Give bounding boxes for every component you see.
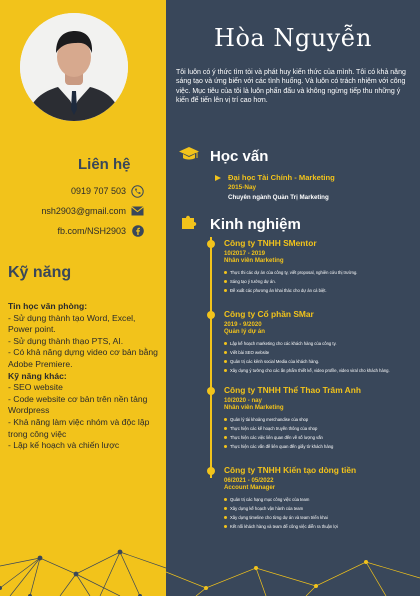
timeline-dot (207, 467, 215, 475)
task-item: Quản trị các hạng mục công việc của team (224, 495, 414, 504)
task-item: Quản lý tài khoảng merchandise của shop (224, 415, 414, 424)
task-item: Xây dựng ý tưởng cho các ấn phẩm thiết kế, video profile, video viral cho khách hàng. (224, 366, 414, 375)
network-decoration (0, 496, 166, 596)
task-item: Thực hiện các vấn đề liên quan đến giấy tờ khách hàng (224, 442, 414, 451)
profile-photo (20, 13, 128, 121)
skill-item: - Sử dụng thành tạo Word, Excel, Power point. (8, 312, 136, 335)
facebook-link: fb.com/NSH2903 (57, 226, 126, 236)
task-item: Thực hiện các kế hoạch truyền thông của shop (224, 424, 414, 433)
puzzle-icon (180, 212, 198, 230)
education-title: Học vấn (210, 148, 269, 165)
job-role: Nhân viên Marketing (224, 404, 284, 411)
job-entry (224, 465, 414, 531)
left-panel (0, 0, 166, 596)
job-entry (224, 309, 414, 375)
job-period: 10/2017 - 2019 (224, 250, 265, 257)
timeline-dot (207, 387, 215, 395)
task-item: Xây dựng kế hoạch vận hành của team (224, 504, 414, 513)
task-item: Đề xuất các phương án khai thác cho dự án cá biệt. (224, 286, 414, 295)
contact-title: Liên hệ (78, 156, 131, 173)
job-tasks (224, 495, 414, 531)
job-tasks (224, 415, 414, 451)
job-period: 2019 - 9/2020 (224, 321, 262, 328)
skill-item: - Lập kế hoạch và chiến lược (8, 440, 120, 451)
job-entry (224, 385, 414, 451)
contact-email-row[interactable] (41, 204, 144, 218)
timeline-dot (207, 240, 215, 248)
facebook-icon (131, 225, 144, 238)
phone-number: 0919 707 503 (70, 186, 126, 196)
candidate-name: Hòa Nguyễn (214, 24, 372, 52)
email-address: nsh2903@gmail.com (41, 206, 126, 216)
task-item: Lập kế hoạch marketing cho các khách hàng của công ty. (224, 339, 414, 348)
job-period: 10/2020 - nay (224, 397, 262, 404)
skill-item: - Có khả năng dựng video cơ bản bằng Adobe Premiere. (8, 347, 158, 369)
experience-title: Kinh nghiệm (210, 216, 301, 233)
skills-list (8, 301, 160, 452)
skills-title: Kỹ năng (8, 264, 72, 281)
job-role: Nhân viên Marketing (224, 257, 284, 264)
job-tasks (224, 339, 414, 375)
avatar (20, 13, 128, 121)
job-period: 06/2021 - 05/2022 (224, 477, 274, 484)
skill-item: - Sử dụng thành thạo PTS, AI. (8, 335, 124, 346)
skill-item: - SEO website (8, 382, 63, 393)
arrow-icon (214, 174, 222, 182)
task-item: Quản trị các kênh social Media của khách hàng. (224, 357, 414, 366)
network-decoration (166, 548, 420, 596)
job-tasks (224, 268, 414, 295)
job-entry (224, 238, 414, 295)
phone-icon (131, 185, 144, 198)
contact-phone-row[interactable] (71, 184, 144, 198)
office-skills-heading: Tin học văn phòng: (8, 301, 88, 311)
skill-item: - Code website cơ bản trên nền tảng Wordpress (8, 393, 148, 416)
bio-text: Tôi luôn có ý thức tìm tòi và phát huy kiến thức của mình. Tôi có khả năng sáng tạo và ứng biến với các tình huống. Và luôn có trách nhiệm với công việc. Mục tiêu của tôi là luôn phấn đấu và không ngừng tiếp thu những ý kiến để tiến lên vị trí cao hơn. (176, 69, 406, 105)
right-panel (166, 0, 420, 596)
other-skills-heading: Kỹ năng khác: (8, 370, 67, 381)
job-company: Công ty TNHH SMentor (224, 238, 317, 248)
timeline-dot (207, 311, 215, 319)
task-item: Kết nối khách hàng và team để công việc diễn ra thuận lợi (224, 522, 414, 531)
job-company: Công ty TNHH Kiến tạo dòng tiền (224, 465, 357, 475)
task-item: Sáng tạo ý tưởng dự án. (224, 277, 414, 286)
education-major: Chuyên ngành Quản Trị Marketing (228, 194, 329, 201)
task-item: Viết bài SEO website (224, 348, 414, 357)
skill-item: - Khả năng làm việc nhóm và độc lập trong công việc (8, 416, 150, 439)
task-item: Thực hiện các việc liên quan đến về số lượng vấn (224, 433, 414, 442)
task-item: Xây dựng timeline cho từng dự án và team triển khai (224, 513, 414, 522)
timeline-line (210, 237, 212, 478)
job-role: Quản lý dự án (224, 328, 265, 335)
job-role: Account Manager (224, 484, 276, 491)
graduation-cap-icon (178, 146, 200, 162)
task-item: Thực thi các dự án của công ty, viết proposal, nghiên cứu thị trường. (224, 268, 414, 277)
education-school: Đại học Tài Chính - Marketing (228, 173, 335, 182)
job-company: Công ty TNHH Thể Thao Trâm Anh (224, 385, 361, 395)
job-company: Công ty Cổ phần SMar (224, 309, 314, 319)
mail-icon (131, 205, 144, 218)
contact-facebook-row[interactable] (57, 224, 144, 238)
education-year: 2015-Nay (228, 184, 257, 191)
